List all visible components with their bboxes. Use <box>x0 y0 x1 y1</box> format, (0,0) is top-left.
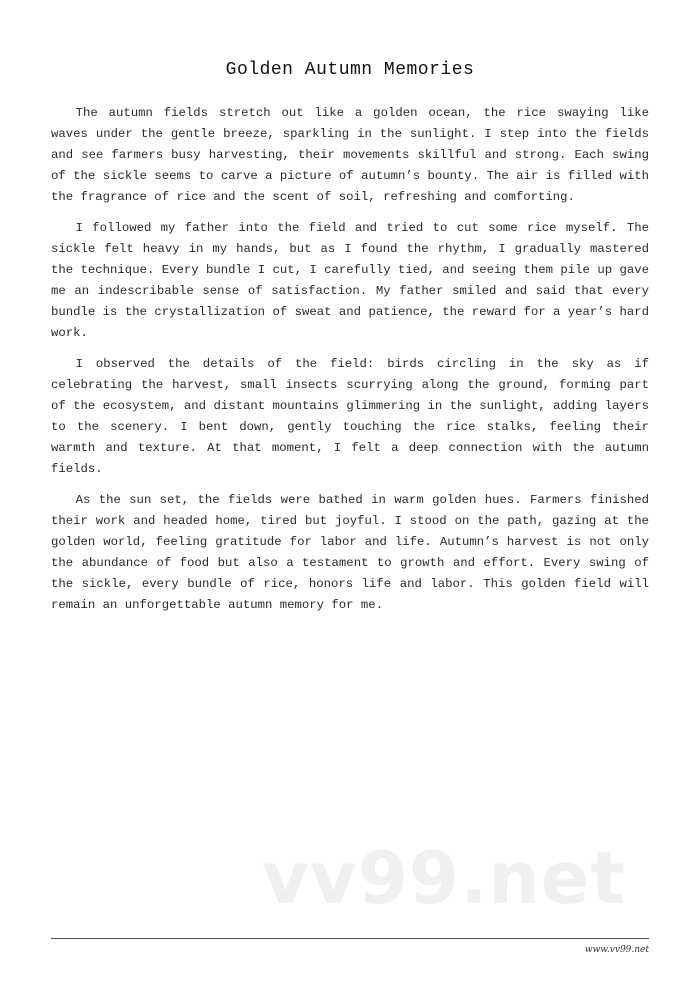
paragraph-2: I followed my father into the field and tried to cut some rice myself. The sickle felt heavy in my hands, but as I found the rhythm, I gradually mastered the technique. Every bundle I cut, I carefully tied, and seeing them pile up gave me an indescribable sense of satisfaction. My father smiled and said that every bundle is the crystallization of sweat and patience, the reward for a year’s hard work. <box>51 221 649 340</box>
footer-divider <box>51 938 649 939</box>
watermark-logo: vv99.net <box>262 836 626 920</box>
paragraph-3: I observed the details of the field: birds circling in the sky as if celebrating the harvest, small insects scurrying along the ground, forming part of the ecosystem, and distant mountains glimmering in the sunlight, adding layers to the scenery. I bent down, gently touching the rice stalks, feeling their warmth and texture. At that moment, I felt a deep connection with the autumn fields. <box>51 357 649 476</box>
page-title: Golden Autumn Memories <box>225 60 475 80</box>
paragraph-4: As the sun set, the fields were bathed in warm golden hues. Farmers finished their work and headed home, tired but joyful. I stood on the path, gazing at the golden world, feeling gratitude for labor and life. Autumn’s harvest is not only the abundance of food but also a testament to growth and effort. Every swing of the sickle, every bundle of rice, honors life and labor. This golden field will remain an unforgettable autumn memory for me. <box>51 493 649 612</box>
footer-url: www.vv99.net <box>584 945 649 955</box>
essay-body <box>51 103 649 626</box>
paragraph-1: The autumn fields stretch out like a golden ocean, the rice swaying like waves under the gentle breeze, sparkling in the sunlight. I step into the fields and see farmers busy harvesting, their movements skillful and strong. Each swing of the sickle seems to carve a picture of autumn’s bounty. The air is filled with the fragrance of rice and the scent of soil, refreshing and comforting. <box>51 106 649 204</box>
